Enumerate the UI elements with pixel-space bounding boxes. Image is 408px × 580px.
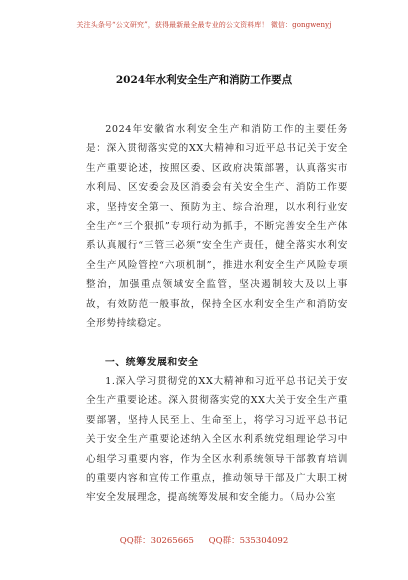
promo-banner: 关注头条号“公文研究”，获得最新最全最专业的公文资料库！ 微信：gongwenyj	[76, 21, 332, 29]
footer-qq-group-2: QQ群：535304092	[208, 536, 289, 546]
section-paragraph: 1.深入学习贯彻党的XX大精神和习近平总书记关于安全生产重要论述。深入贯彻落实党的XX大关于安全生产重要部署，坚持人民至上、生命至上，将学习习近平总书记关于安全生产重要论述纳入全区水利系统党组理论学习中心组学习重要内容，作为全区水利系统领导干部教育培训的重要内容和宣传工作重点，推动领导干部及广大职工树牢安全发展理念，提高统筹发展和安全能力。（局办公室	[86, 376, 348, 504]
document-title: 2024年水利安全生产和消防工作要点	[115, 74, 293, 86]
section-body	[86, 372, 348, 508]
section-heading: 一、统筹发展和安全	[105, 357, 199, 368]
footer-qq-group-1: QQ群：30265665	[119, 536, 194, 546]
intro-paragraph: 2024年安徽省水利安全生产和消防工作的主要任务是：深入贯彻落实党的XX大精神和习近平总书记关于安全生产重要论述，按照区委、区政府决策部署，认真落实市水利局、区安委会及区消委会有关安全生产、消防工作要求，坚持安全第一、预防为主、综合治理，以水利行业安全生产“三个狠抓”专项行动为抓手，不断完善安全生产体系认真履行“三管三必须”安全生产责任，健全落实水利安全生产风险管控“六项机制”，推进水利安全生产风险专项整治，加强重点领域安全监管，坚决遏制较大及以上事故，有效防范一般事故，保持全区水利安全生产和消防安全形势持续稳定。	[86, 124, 348, 330]
footer-contact	[0, 534, 408, 546]
intro-section	[86, 120, 348, 333]
